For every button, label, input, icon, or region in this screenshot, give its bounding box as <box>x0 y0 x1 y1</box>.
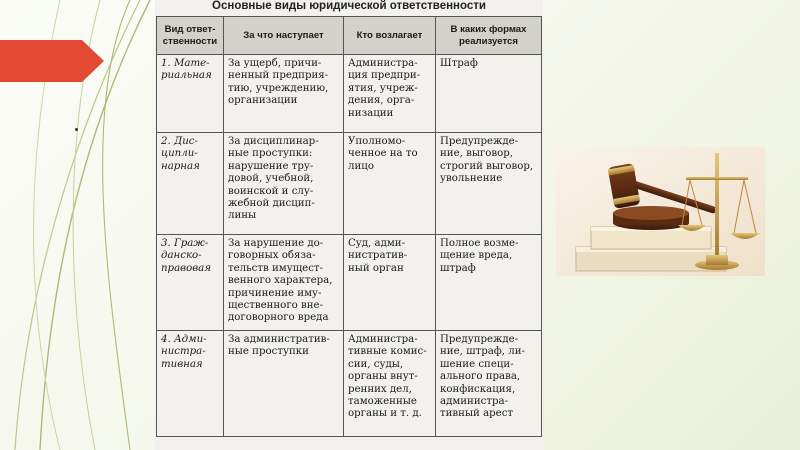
table-row <box>157 133 542 235</box>
cell-kind: 4. Адми- нистра- тивная <box>157 331 224 437</box>
cell-forms: Предупрежде- ние, выговор, строгий выговор, увольнение <box>436 133 542 235</box>
red-arrow-shape <box>0 40 104 82</box>
cell-who: Администра- тивные комис- сии, суды, органы внут- ренних дел, таможенные органы и т. д. <box>344 331 436 437</box>
cell-kind: 1. Мате- риальная <box>157 55 224 133</box>
table-row <box>157 235 542 331</box>
cell-forms: Штраф <box>436 55 542 133</box>
table-header-row <box>157 17 542 55</box>
header-reason: За что наступает <box>224 17 344 55</box>
cell-kind: 3. Граж- данско- правовая <box>157 235 224 331</box>
header-forms: В каких формах реализуется <box>436 17 542 55</box>
header-kind: Вид ответ- ственности <box>157 17 224 55</box>
cell-kind: 2. Дис- ципли- нарная <box>157 133 224 235</box>
cell-who: Суд, адми- нистратив- ный орган <box>344 235 436 331</box>
header-who: Кто возлагает <box>344 17 436 55</box>
cell-reason: За ущерб, причи- ненный предприя- тию, учреждению, организации <box>224 55 344 133</box>
cell-forms: Полное возме- щение вреда, штраф <box>436 235 542 331</box>
bullet-dot <box>75 128 78 131</box>
responsibility-table <box>156 16 542 437</box>
cell-who: Уполномо- ченное на то лицо <box>344 133 436 235</box>
gavel-and-scales-icon <box>556 147 765 276</box>
table-row <box>157 331 542 437</box>
responsibility-table-image <box>155 0 543 450</box>
cell-who: Администра- ция предпри- ятия, учреж- дения, орга- низации <box>344 55 436 133</box>
table-title: Основные виды юридической ответственности <box>212 0 486 12</box>
cell-reason: За дисциплинар- ные проступки: нарушение тру- довой, учебной, воинской и слу- жебной дисцип- лины <box>224 133 344 235</box>
cell-forms: Предупрежде- ние, штраф, ли- шение специ- ального права, конфискация, администра- тивный арест <box>436 331 542 437</box>
table-row <box>157 55 542 133</box>
cell-reason: За административ- ные проступки <box>224 331 344 437</box>
cell-reason: За нарушение до- говорных обяза- тельств имущест- венного характера, причинение иму- щественного вне- договорного вреда <box>224 235 344 331</box>
